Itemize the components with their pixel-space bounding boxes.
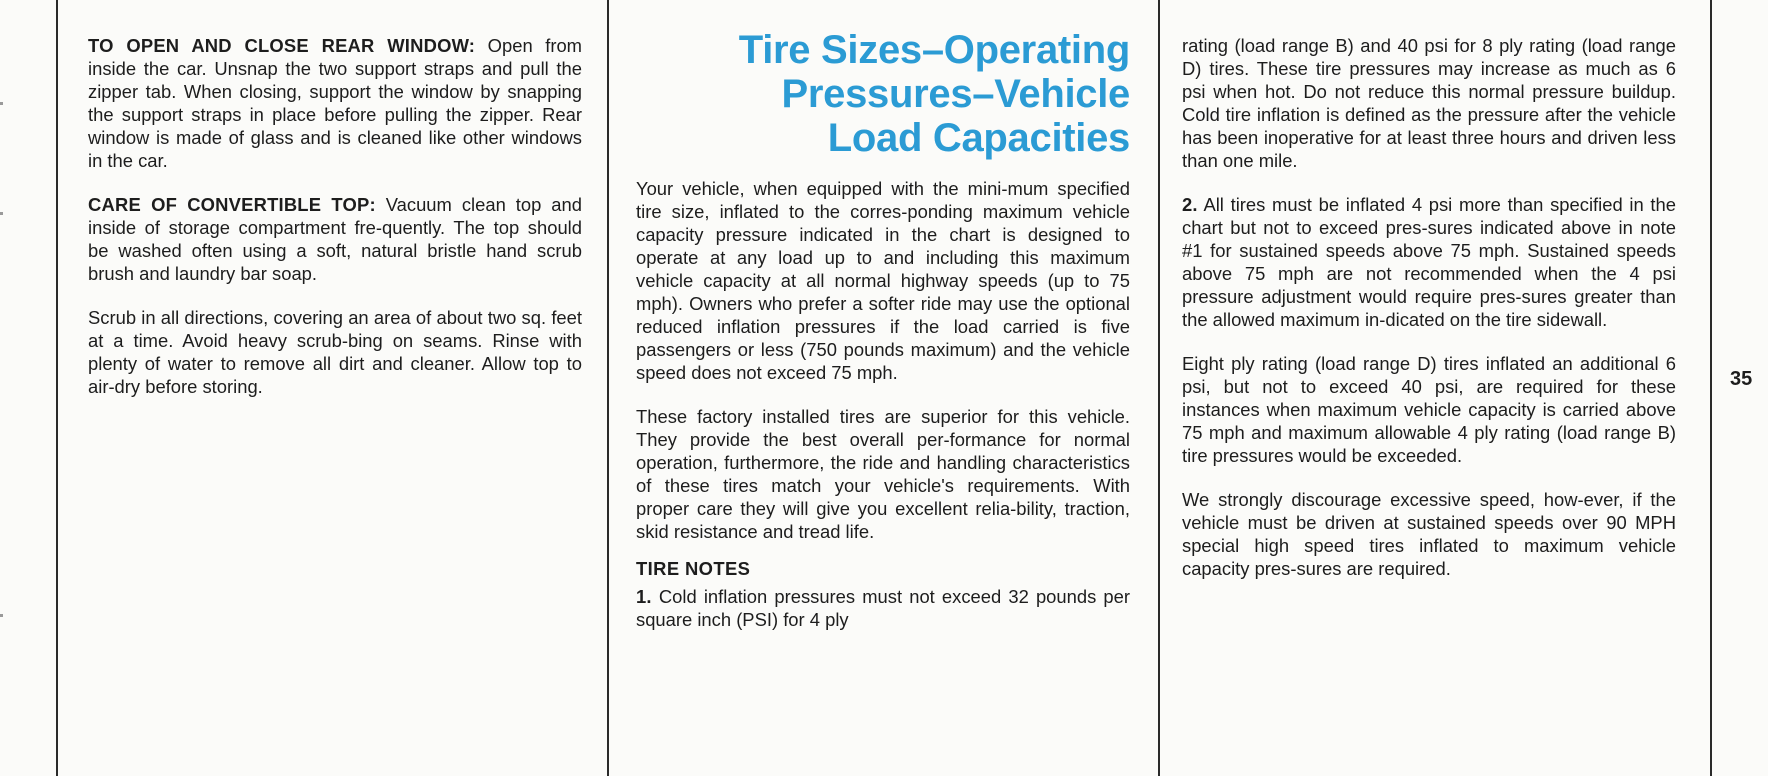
note-2-text: All tires must be inflated 4 psi more than specified in the chart but not to exceed pres-sures indicated above in note #1 for sustained speeds above 75 mph. Sustained speeds above 75 mph are not recommended when the 4 psi pressure adjustment would require pres-sures greater than the allowed maximum in-dicated on the tire sidewall. [1182,194,1676,330]
paragraph-note-2 [1182,193,1676,331]
heading-line-3: Load Capacities [827,116,1130,160]
convertible-top-lead: CARE OF CONVERTIBLE TOP: [88,194,376,215]
column-divider-1 [607,0,609,776]
rear-window-lead: TO OPEN AND CLOSE REAR WINDOW: [88,35,476,56]
paragraph-convertible-top [88,193,582,285]
edge-mark [0,212,3,215]
left-margin-rule [56,0,58,776]
section-heading [636,28,1130,160]
column-1 [88,34,582,398]
edge-mark [0,102,3,105]
paragraph-note-1-continued: rating (load range B) and 40 psi for 8 ply rating (load range D) tires. These tire pressures may increase as much as 6 psi when hot. Do not reduce this normal pressure buildup. Cold tire inflation is defined as the pressure after the vehicle has been inoperative for at least three hours and driven less than one mile. [1182,35,1676,171]
page-number: 35 [1730,368,1753,390]
paragraph-factory-tires: These factory installed tires are superior for this vehicle. They provide the best overall per-formance for normal operation, furthermore, the ride and handling characteristics of these tires match your vehicle's requirements. With proper care they will give you excellent relia-bility, traction, skid resistance and tread life. [636,406,1130,542]
note-2-number: 2. [1182,194,1198,215]
note-1-number: 1. [636,586,652,607]
paragraph-tire-capacity: Your vehicle, when equipped with the mini-mum specified tire size, inflated to the corres-ponding maximum vehicle capacity pressure indicated in the chart is designed to operate at any load up to and including this maximum vehicle capacity at all normal highway speeds (up to 75 mph). Owners who prefer a softer ride may use the optional reduced inflation pressures if the load carried is five passengers or less (750 pounds maximum) and the vehicle speed does not exceed 75 mph. [636,178,1130,383]
right-margin-rule [1710,0,1712,776]
paragraph-rear-window [88,34,582,172]
heading-line-2: Pressures–Vehicle [781,72,1130,116]
paragraph-note-1 [636,585,1130,631]
column-3 [1182,34,1676,580]
convertible-top-text: Vacuum clean top and inside of storage compartment fre-quently. The top should be washed often using a soft, natural bristle hand scrub brush and laundry bar soap. [88,194,582,284]
tire-notes-heading: TIRE NOTES [636,558,751,579]
column-divider-2 [1158,0,1160,776]
paragraph-eight-ply: Eight ply rating (load range D) tires inflated an additional 6 psi, but not to exceed 40 psi, are required for these instances when maximum vehicle capacity is carried above 75 mph and maximum allowable 4 ply rating (load range B) tire pressures would be exceeded. [1182,353,1676,466]
paragraph-excessive-speed: We strongly discourage excessive speed, how-ever, if the vehicle must be driven at sustained speeds over 90 MPH special high speed tires inflated to maximum vehicle capacity pres-sures are required. [1182,489,1676,579]
paragraph-scrub: Scrub in all directions, covering an area of about two sq. feet at a time. Avoid heavy scrub-bing on seams. Rinse with plenty of water to remove all dirt and cleaner. Allow top to air-dry before storing. [88,307,582,397]
column-2 [636,28,1130,631]
heading-line-1: Tire Sizes–Operating [738,28,1130,72]
rear-window-text: Open from inside the car. Unsnap the two support straps and pull the zipper tab. When closing, support the window by snapping the support straps in place before pulling the zipper. Rear window is made of glass and is cleaned like other windows in the car. [88,35,582,171]
note-1-text: Cold inflation pressures must not exceed 32 pounds per square inch (PSI) for 4 ply [636,586,1130,630]
edge-mark [0,614,3,617]
